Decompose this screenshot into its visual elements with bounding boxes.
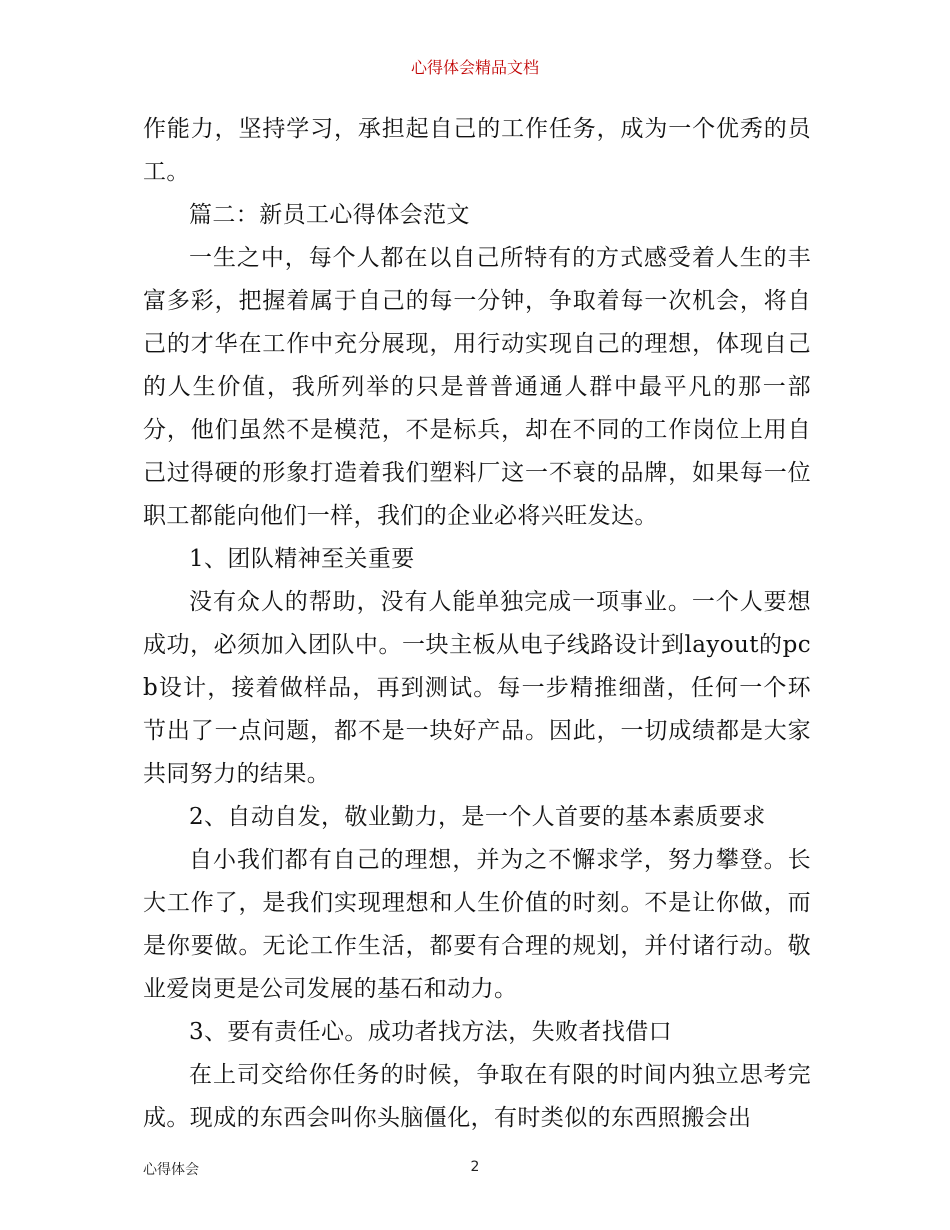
paragraph: 在上司交给你任务的时候，争取在有限的时间内独立思考完成。现成的东西会叫你头脑僵化，有时类似的东西照搬会出 (143, 1062, 811, 1131)
subheading-initiative: 2、自动自发，敬业勤力，是一个人首要的基本素质要求 (189, 804, 766, 830)
paragraph: 自小我们都有自己的理想，并为之不懈求学，努力攀登。长大工作了，是我们实现理想和人生价值的时刻。不是让你做，而是你要做。无论工作生活，都要有合理的规划，并付诸行动。敬业爱岗更是公司发展的基石和动力。 (143, 847, 811, 1002)
document-body (143, 108, 811, 1140)
section-heading: 篇二：新员工心得体会范文 (189, 202, 470, 228)
paragraph: 没有众人的帮助，没有人能单独完成一项事业。一个人要想成功，必须加入团队中。一块主板从电子线路设计到layout的pcb设计，接着做样品，再到测试。每一步精推细凿，任何一个环节出了一点问题，都不是一块好产品。因此，一切成绩都是大家共同努力的结果。 (143, 589, 811, 787)
page-number: 2 (470, 1159, 480, 1175)
paragraph-continuation: 作能力，坚持学习，承担起自己的工作任务，成为一个优秀的员工。 (143, 116, 811, 185)
subheading-responsibility: 3、要有责任心。成功者找方法，失败者找借口 (189, 1019, 673, 1045)
paragraph: 一生之中，每个人都在以自己所特有的方式感受着人生的丰富多彩，把握着属于自己的每一分钟，争取着每一次机会，将自己的才华在工作中充分展现，用行动实现自己的理想，体现自己的人生价值，我所列举的只是普普通通人群中最平凡的那一部分，他们虽然不是模范，不是标兵，却在不同的工作岗位上用自己过得硬的形象打造着我们塑料厂这一不衰的品牌，如果每一位职工都能向他们一样，我们的企业必将兴旺发达。 (143, 245, 811, 529)
footer-label: 心得体会 (143, 1162, 199, 1178)
subheading-teamwork: 1、团队精神至关重要 (189, 546, 415, 572)
page-header-title: 心得体会精品文档 (410, 58, 539, 77)
